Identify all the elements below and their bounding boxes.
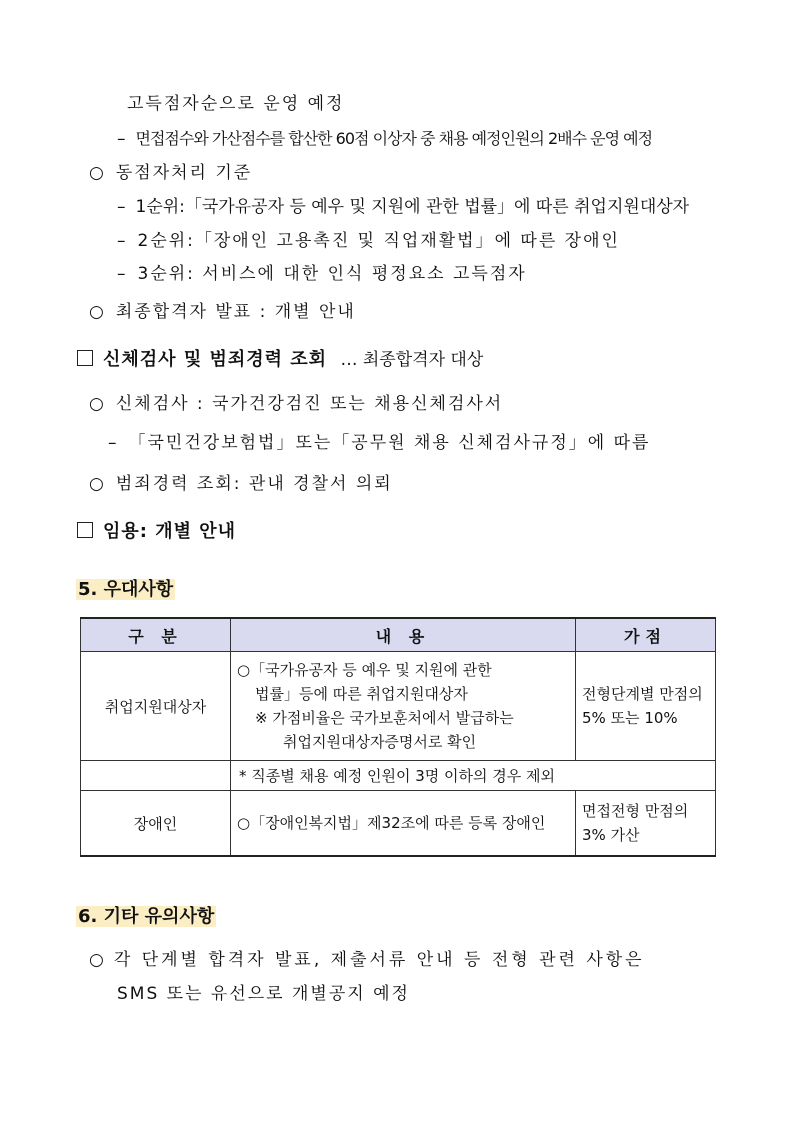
item-text: 1순위:「국가유공자 등 예우 및 지원에 관한 법률」에 따른 취업지원대상자 — [135, 197, 690, 217]
heading-title: 신체검사 및 범죄경력 조회 — [103, 349, 328, 370]
table-row — [81, 652, 716, 761]
item-text: 최종합격자 발표 : 개별 안내 — [115, 302, 356, 322]
circle-item — [89, 473, 393, 495]
row-content: ○「국가유공자 등 예우 및 지원에 관한 법률」등에 따른 취업지원대상자 ※ 가점비율은 국가보훈처에서 발급하는 취업지원대상자증명서로 확인 — [231, 652, 576, 761]
section-6-title: 6. 기타 유의사항 — [78, 906, 215, 927]
circle-bullet: ○ — [89, 474, 106, 494]
dash-bullet: – — [117, 129, 126, 149]
header-content: 내 용 — [231, 618, 576, 652]
dash-item — [108, 432, 650, 454]
section-5-title: 5. 우대사항 — [78, 579, 174, 600]
circle-bullet: ○ — [89, 394, 106, 414]
dash-item — [117, 128, 652, 150]
preference-table — [80, 617, 716, 857]
item-text: 「국민건강보험법」또는「공무원 채용 신체검사규정」에 따름 — [128, 433, 651, 453]
header-category: 구 분 — [81, 618, 231, 652]
table-note-row — [81, 761, 716, 791]
row-points: 전형단계별 만점의 5% 또는 10% — [576, 652, 716, 761]
dash-item — [117, 230, 620, 252]
text-line: 고득점자순으로 운영 예정 — [127, 94, 345, 114]
heading-title: 임용: 개별 안내 — [103, 521, 237, 542]
circle-bullet: ○ — [89, 302, 106, 322]
circle-bullet: ○ — [89, 950, 104, 970]
dash-bullet: – — [108, 433, 119, 453]
item-text: 2순위:「장애인 고용촉진 및 직업재활법」에 따른 장애인 — [137, 231, 620, 251]
table-row — [81, 791, 716, 857]
item-text: 3순위: 서비스에 대한 인식 평정요소 고득점자 — [137, 264, 527, 284]
dash-item — [117, 196, 689, 218]
section-heading — [77, 349, 483, 371]
heading-subtitle: … 최종합격자 대상 — [340, 350, 484, 370]
circle-item — [89, 393, 503, 415]
row-category: 장애인 — [81, 791, 231, 857]
checkbox-square-icon — [77, 522, 93, 538]
item-text: 면접점수와 가산점수를 합산한 60점 이상자 중 채용 예정인원의 2배수 운영 예정 — [135, 129, 653, 148]
item-text: 동점자처리 기준 — [115, 163, 253, 183]
circle-item — [89, 162, 252, 184]
item-text-continuation: SMS 또는 유선으로 개별공지 예정 — [117, 984, 410, 1004]
dash-bullet: – — [117, 231, 128, 251]
circle-item — [89, 949, 717, 971]
row-category: 취업지원대상자 — [81, 652, 231, 761]
circle-item — [89, 301, 356, 323]
dash-bullet: – — [117, 197, 126, 217]
table-note: * 직종별 채용 예정 인원이 3명 이하의 경우 제외 — [231, 761, 716, 791]
row-points: 면접전형 만점의 3% 가산 — [576, 791, 716, 857]
dash-bullet: – — [117, 264, 128, 284]
item-text: 각 단계별 합격자 발표, 제출서류 안내 등 전형 관련 사항은 — [113, 950, 645, 970]
circle-bullet: ○ — [89, 163, 106, 183]
section-heading — [77, 521, 236, 543]
table-header-row — [81, 618, 716, 652]
item-text: 신체검사 : 국가건강검진 또는 채용신체검사서 — [115, 394, 504, 414]
dash-item — [117, 263, 527, 285]
header-points: 가점 — [576, 618, 716, 652]
checkbox-square-icon — [77, 350, 93, 366]
row-content: ○「장애인복지법」제32조에 따른 등록 장애인 — [231, 791, 576, 857]
item-text: 범죄경력 조회: 관내 경찰서 의뢰 — [115, 474, 393, 494]
